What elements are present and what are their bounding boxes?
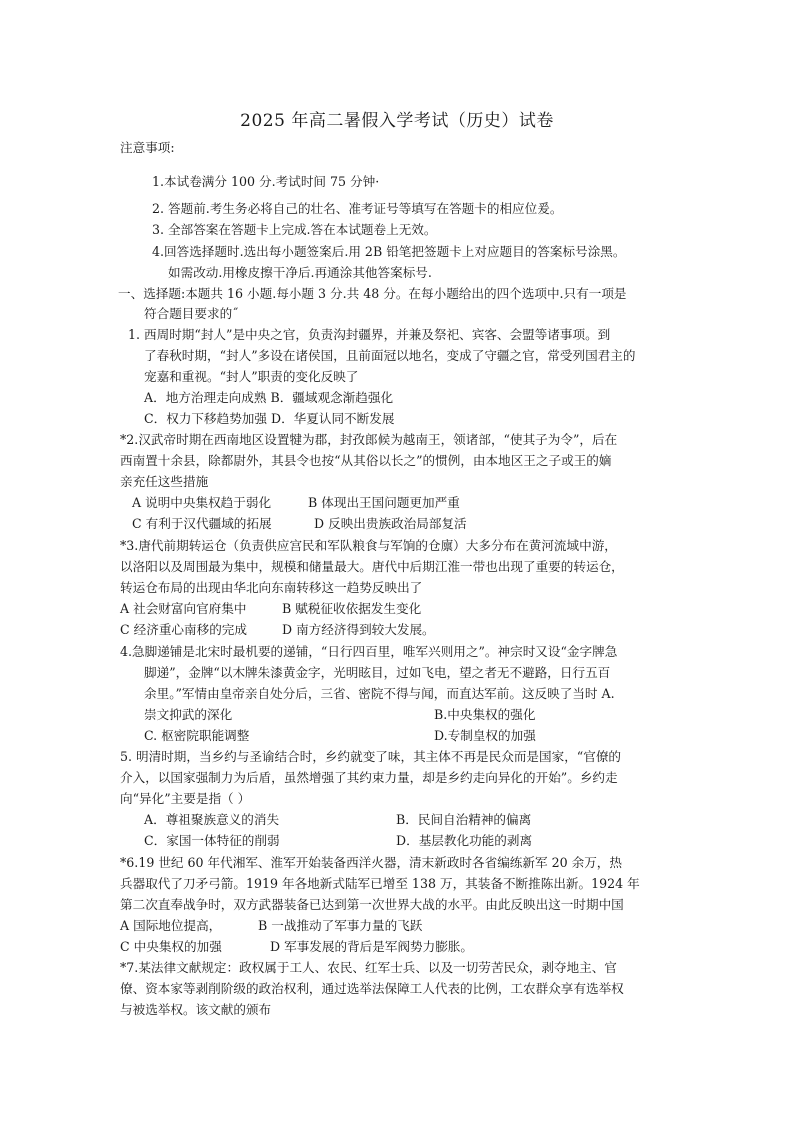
question-text: *2.汉武帝时期在西南地区设置犍为郡，封孜郎候为越南王，领诸部，“使其子为令”，后在 [120,432,618,447]
option-d[interactable]: D 军事发展的背后是军阀势力膨胀。 [270,939,474,954]
option-cd[interactable]: C．权力下移趋势加强 D．华夏认同不断发展 [144,411,395,426]
question-text: 与被选举权。该文献的颁布 [120,1002,272,1017]
option-d[interactable]: D.专制皇权的加强 [434,728,536,743]
option-c[interactable]: C 经济重心南移的完成 [120,622,247,637]
question-text: 1. 西周时期“封人”是中央之官，负责沟封疆界，并兼及祭祀、宾客、会盟等诸事项。到 [128,327,611,342]
question-text: *6.19 世纪 60 年代湘军、淮军开始装备西洋火器，清末新政时各省编练新军 20 余万，热 [120,855,622,870]
option-c[interactable]: C 中央集权的加强 [120,939,222,954]
section-heading-cont: 符合题目要求的˝ [144,306,239,321]
notice-heading: 注意事项: [120,140,175,155]
question-text: 转运仓布局的出现由华北向东南转移这一趋势反映出了 [120,580,423,595]
question-text: 西南置十余县，除都尉外，其县令也按“从其俗以长之”的惯例，由本地区王之子或王的嫡 [120,453,612,468]
question-text: 介入，以国家强制力为后盾，虽然增强了其约束力量，却是乡约走向异化的开始”。乡约走 [120,770,618,785]
notice-item-2: 2. 答题前.考生务必将自己的壮名、准考证号等填写在答题卡的相应位爰。 [152,201,563,216]
option-b[interactable]: B 一战推动了军事力量的飞跃 [258,918,423,933]
section-heading: 一、选择题:本题共 16 小题.每小题 3 分.共 48 分。在每小题给出的四个选项中.只有一项是 [118,286,627,301]
question-text: *3.唐代前期转运仓（负责供应宫民和军队粮食与军饷的仓廪）大多分布在黄河流域中游， [120,538,617,553]
question-text: 余里。”军情由皇帝亲自处分后，三省、密院不得与闻，而直达军前。这反映了当时 A. [144,686,615,701]
option-b[interactable]: B.中央集权的强化 [434,707,536,722]
question-text: 以洛阳以及周围最为集中，规模和储量最大。唐代中后期江淮一带也出现了重要的转运仓， [120,559,624,574]
question-text: 4.急脚递铺是北宋时最机要的递铺，“日行四百里，唯军兴则用之”。神宗时又设“金字牌急 [120,644,618,659]
question-text: 宠嘉和重视。“封人”职责的变化反映了 [144,369,359,384]
notice-item-5: 如需改动.用橡皮擦干净后.再通涂其他答案标号. [168,265,432,280]
option-a[interactable]: A 社会财富向官府集中 [120,601,247,616]
option-a[interactable]: A 说明中央集权趋于弱化 [132,495,272,510]
question-text: 僚、资本家等剥削阶级的政治权利，通过选举法保障工人代表的比例，工农群众享有选举权 [120,981,624,996]
option-d[interactable]: D 南方经济得到较大发展。 [282,622,435,637]
notice-item-3: 3. 全部答案在答题卡上完成.答在本试题卷上无效。 [152,222,437,237]
question-text: 兵器取代了刀矛弓箭。1919 年各地新式陆军已增至 138 万，其装备不断推陈出新。1924 年 [120,876,640,891]
question-text: *7.某法律文献规定：政权属于工人、农民、红军士兵、以及一切劳苦民众，剥夺地主、官 [120,960,617,975]
notice-item-1: 1.本试卷满分 100 分.考试时间 75 分钟· [152,174,380,189]
option-d[interactable]: D．基层教化功能的剥离 [396,833,533,848]
option-b[interactable]: B 体现出王国问题更加严重 [308,495,460,510]
option-a[interactable]: A 国际地位提高， [120,918,222,933]
option-a[interactable]: 崇文抑武的深化 [144,707,233,722]
exam-title: 2025 年高二暑假入学考试（历史）试卷 [240,111,554,131]
notice-item-4: 4.回答选择题时.选出每小题签案后.用 2B 铅笔把签题卡上对应题目的答案标号涂黑。 [152,244,626,259]
option-c[interactable]: C 有利于汉代疆域的拓展 [132,516,272,531]
option-ab[interactable]: A．地方治理走向成熟 B．疆域观念渐趋强化 [144,390,394,405]
question-text: 5. 明清时期，当乡约与圣谕结合时，乡约就变了味，其主体不再是民众而是国家，“官僚的 [120,749,622,764]
question-text: 第二次直奉战争时，双方武器装备已达到第一次世界大战的水平。由此反映出这一时期中国 [120,897,624,912]
option-d[interactable]: D 反映出贵族政治局部复活 [314,516,467,531]
question-text: 了春秋时期，“封人”多设在诸侯国，且前面冠以地名，变成了守疆之官，常受列国君主的 [144,348,636,363]
option-c[interactable]: C．家国一体特征的削弱 [144,833,280,848]
question-text: 亲充任这些措施 [120,474,209,489]
question-text: 向“异化”主要是指（ ） [120,791,251,806]
option-b[interactable]: B 赋税征收依据发生变化 [282,601,422,616]
question-text: 脚递”，金牌“以木牌朱漆黄金字，光明眩目，过如飞电，望之者无不避路，日行五百 [144,665,611,680]
option-b[interactable]: B．民间自治精神的偏离 [396,812,532,827]
option-a[interactable]: A．尊祖聚族意义的消失 [144,812,280,827]
option-c[interactable]: C. 枢密院职能调整 [144,728,250,743]
